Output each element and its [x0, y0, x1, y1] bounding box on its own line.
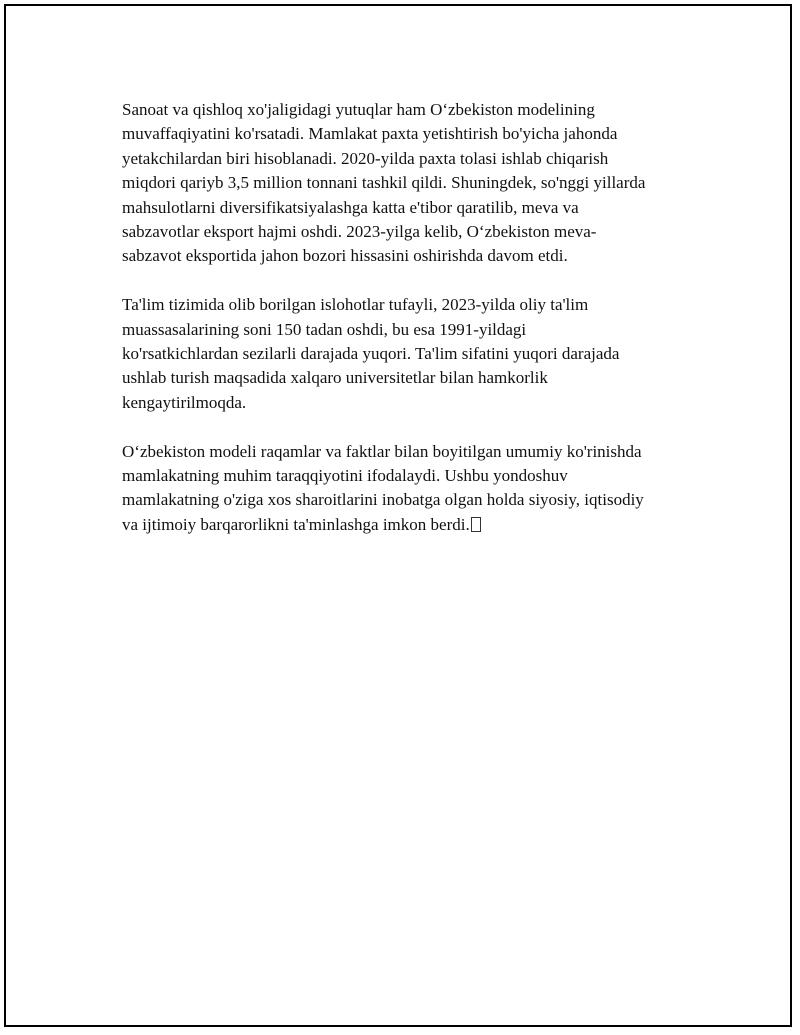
- missing-glyph-icon: [471, 517, 481, 532]
- paragraph-industry-agriculture: Sanoat va qishloq xo'jaligidagi yutuqlar ham O‘zbekiston modelining muvaffaqiyatini ko'rsatadi. Mamlakat paxta yetishtirish bo'yicha jahonda yetakchilardan biri hisoblanadi. 2020-yilda paxta tolasi ishlab chiqarish miqdori qariyb 3,5 million tonnani tashkil qildi. Shuningdek, so'nggi yillarda mahsulotlarni diversifikatsiyalashga katta e'tibor qaratilib, meva va sabzavotlar eksport hajmi oshdi. 2023-yilga kelib, O‘zbekiston meva- sabzavot eksportida jahon bozori hissasini oshirishda davom etdi.: [122, 100, 646, 266]
- paragraph-education: Ta'lim tizimida olib borilgan islohotlar tufayli, 2023-yilda oliy ta'lim muassasalarining soni 150 tadan oshdi, bu esa 1991-yildagi ko'rsatkichlardan sezilarli darajada yuqori. Ta'lim sifatini yuqori darajada ushlab turish maqsadida xalqaro universitetlar bilan hamkorlik kengaytirilmoqda.: [122, 295, 620, 412]
- page-frame: [4, 4, 792, 1027]
- paragraph-conclusion: [122, 440, 702, 538]
- document-body: [122, 98, 702, 562]
- paragraph-conclusion-text: O‘zbekiston modeli raqamlar va faktlar bilan boyitilgan umumiy ko'rinishda mamlakatning muhim taraqqiyotini ifodalaydi. Ushbu yondoshuv mamlakatning o'ziga xos sharoitlarini inobatga olgan holda siyosiy, iqtisodiy va ijtimoiy barqarorlikni ta'minlashga imkon berdi.: [122, 441, 644, 534]
